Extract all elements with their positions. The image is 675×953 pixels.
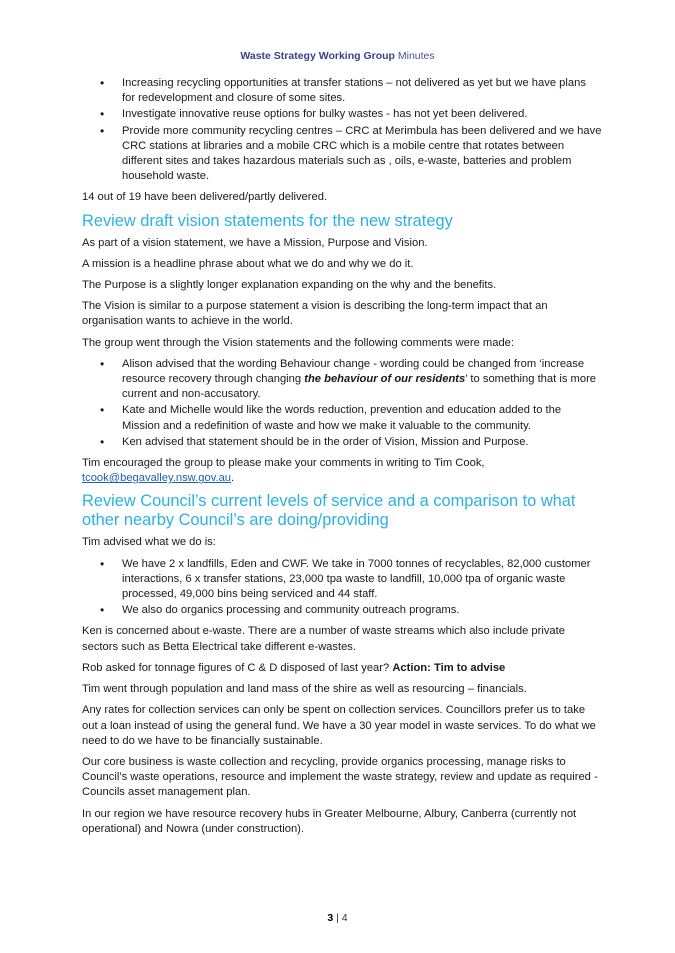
- paragraph: The group went through the Vision statements and the following comments were made:: [82, 336, 514, 349]
- action-item: Action: Tim to advise: [392, 661, 506, 674]
- paragraph: Ken is concerned about e-waste. There are a number of waste streams which also include private sectors such as Betta Electrical take different e-wastes.: [82, 625, 565, 653]
- paragraph: As part of a vision statement, we have a Mission, Purpose and Vision.: [82, 236, 428, 249]
- paragraph: [82, 456, 602, 486]
- page-number: 3: [327, 912, 334, 924]
- bullet-text: Alison advised that the wording Behaviour change - wording could be changed from ‘increase resource recovery through changing: [122, 357, 585, 386]
- list-item: • Provide more community recycling centres – CRC at Merimbula has been delivered and we have CRC stations at libraries and a mobile CRC which is a mobile centre that rotates between different sites and takes hazardous materials such as , oils, e-waste, batteries and problem household waste.: [122, 124, 602, 185]
- email-link[interactable]: tcook@begavalley.nsw.gov.au: [82, 472, 232, 485]
- page-total: 4: [341, 912, 348, 924]
- page-content: [82, 76, 602, 843]
- paragraph: [82, 661, 602, 676]
- top-bullet-list: [82, 76, 602, 184]
- services-list: [82, 557, 602, 619]
- list-item: • Ken advised that statement should be in the order of Vision, Mission and Purpose.: [122, 435, 602, 450]
- section-heading-vision: Review draft vision statements for the new strategy: [82, 211, 453, 230]
- paragraph: Any rates for collection services can only be spent on collection services. Councillors prefer us to take out a loan instead of using the general fund. We have a 30 year model in waste services. To do what we need to do we have to be financially sustainable.: [82, 704, 596, 747]
- page-separator: |: [333, 912, 342, 924]
- page-footer: [0, 912, 675, 924]
- list-item: [122, 357, 602, 403]
- paragraph: Tim advised what we do is:: [82, 536, 216, 549]
- list-item: • We have 2 x landfills, Eden and CWF. We take in 7000 tonnes of recyclables, 82,000 customer interactions, 6 x transfer stations, 23,000 tpa waste to landfill, 10,000 tpa of organic waste processed, 49,000 bins being serviced and 44 staff.: [122, 557, 602, 603]
- paragraph: In our region we have resource recovery hubs in Greater Melbourne, Albury, Canberra (currently not operational) and Nowra (under construction).: [82, 807, 577, 835]
- header-title-rest: Minutes: [394, 50, 435, 62]
- list-item: • Investigate innovative reuse options for bulky wastes - has not yet been delivered.: [122, 107, 602, 122]
- paragraph-text: Rob asked for tonnage figures of C & D disposed of last year?: [82, 661, 393, 674]
- paragraph-text: Tim encouraged the group to please make your comments in writing to Tim Cook,: [82, 457, 485, 470]
- paragraph: Our core business is waste collection and recycling, provide organics processing, manage risks to Council’s waste operations, resource and implement the waste strategy, review and update as required - Councils asset management plan.: [82, 755, 598, 799]
- list-item: • Kate and Michelle would like the words reduction, prevention and education added to the Mission and a redefinition of waste and how we make it valuable to the community.: [122, 403, 602, 433]
- bullet-text: ’ to something that is more current and non-accusatory.: [122, 373, 597, 401]
- paragraph-text: .: [231, 472, 235, 485]
- paragraph: Tim went through population and land mass of the shire as well as resourcing – financials.: [82, 683, 527, 696]
- emphasis-text: the behaviour of our residents: [304, 373, 466, 386]
- list-item: • We also do organics processing and community outreach programs.: [122, 603, 602, 618]
- list-item: • Increasing recycling opportunities at transfer stations – not delivered as yet but we have plans for redevelopment and closure of some sites.: [122, 76, 602, 106]
- page-header: [0, 50, 675, 62]
- section-heading-service-levels: Review Council’s current levels of service and a comparison to what other nearby Council’s are doing/providing: [82, 492, 576, 530]
- vision-comments-list: [82, 357, 602, 450]
- delivered-note: 14 out of 19 have been delivered/partly delivered.: [82, 191, 328, 204]
- paragraph: The Vision is similar to a purpose statement a vision is describing the long-term impact that an organisation wants to achieve in the world.: [82, 300, 548, 328]
- paragraph: The Purpose is a slightly longer explanation expanding on the why and the benefits.: [82, 279, 497, 292]
- header-title-bold: Waste Strategy Working Group: [240, 50, 395, 62]
- paragraph: A mission is a headline phrase about what we do and why we do it.: [82, 257, 414, 270]
